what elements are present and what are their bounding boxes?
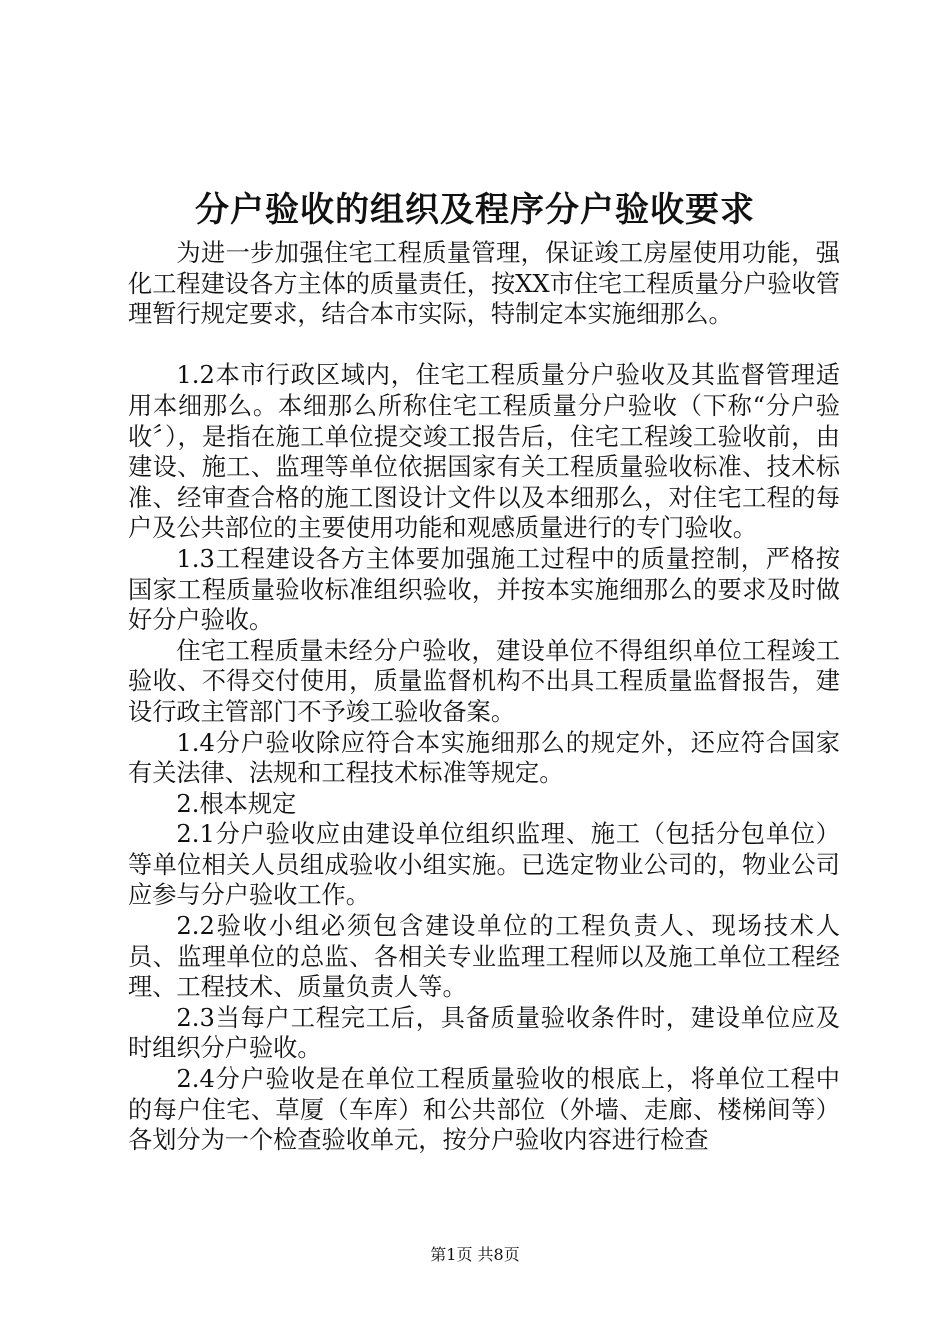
section-heading-basic-rules: 2.根本规定 [176, 789, 297, 818]
document-body [128, 238, 840, 1156]
paragraph-2-2: 2.2验收小组必须包含建设单位的工程负责人、现场技术人员、监理单位的总监、各相关专业监理工程师以及施工单位工程经理、工程技术、质量负责人等。 [128, 912, 840, 1002]
paragraph-1-3: 1.3工程建设各方主体要加强施工过程中的质量控制，严格按国家工程质量验收标准组织验收，并按本实施细那么的要求及时做好分户验收。 [128, 544, 840, 635]
paragraph-intro: 为进一步加强住宅工程质量管理，保证竣工房屋使用功能，强化工程建设各方主体的质量责任，按XX市住宅工程质量分户验收管理暂行规定要求，结合本市实际，特制定本实施细那么。 [128, 239, 840, 329]
page-number-footer: 第1页 共8页 [430, 1245, 520, 1264]
paragraph-acceptance-requirement: 住宅工程质量未经分户验收，建设单位不得组织单位工程竣工验收、不得交付使用，质量监督机构不出具工程质量监督报告，建设行政主管部门不予竣工验收备案。 [128, 636, 840, 726]
paragraph-1-2: 1.2本市行政区域内，住宅工程质量分户验收及其监督管理适用本细那么。本细那么所称住宅工程质量分户验收（下称“分户验收〞），是指在施工单位提交竣工报告后，住宅工程竣工验收前，由建设、施工、监理等单位依据国家有关工程质量验收标准、技术标准、经审查合格的施工图设计文件以及本细那么，对住宅工程的每户及公共部位的主要使用功能和观感质量进行的专门验收。 [128, 361, 840, 543]
paragraph-2-3: 2.3当每户工程完工后，具备质量验收条件时，建设单位应及时组织分户验收。 [128, 1003, 840, 1063]
paragraph-2-1: 2.1分户验收应由建设单位组织监理、施工（包括分包单位）等单位相关人员组成验收小组实施。已选定物业公司的，物业公司应参与分户验收工作。 [128, 820, 840, 910]
paragraph-2-4: 2.4分户验收是在单位工程质量验收的根底上，将单位工程中的每户住宅、草厦（车库）和公共部位（外墙、走廊、楼梯间等）各划分为一个检查验收单元，按分户验收内容进行检查 [128, 1065, 840, 1155]
paragraph-1-4: 1.4分户验收除应符合本实施细那么的规定外，还应符合国家有关法律、法规和工程技术标准等规定。 [128, 728, 840, 788]
document-title: 分户验收的组织及程序分户验收要求 [195, 190, 755, 230]
